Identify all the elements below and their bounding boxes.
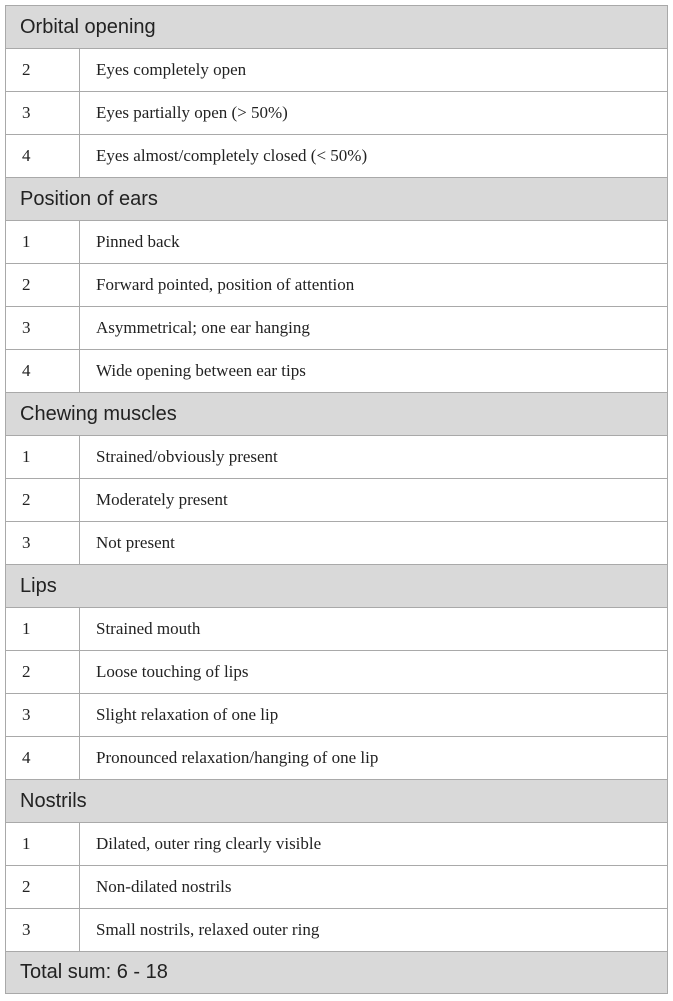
section-header-row — [6, 565, 668, 608]
description-cell: Slight relaxation of one lip — [80, 694, 668, 737]
total-sum: Total sum: 6 - 18 — [6, 952, 668, 994]
score-cell: 4 — [6, 737, 80, 780]
table-row — [6, 866, 668, 909]
section-header-row — [6, 6, 668, 49]
score-cell: 1 — [6, 436, 80, 479]
table-row — [6, 522, 668, 565]
table-row — [6, 135, 668, 178]
score-cell: 1 — [6, 823, 80, 866]
score-cell: 3 — [6, 909, 80, 952]
description-cell: Small nostrils, relaxed outer ring — [80, 909, 668, 952]
description-cell: Pinned back — [80, 221, 668, 264]
table-row — [6, 49, 668, 92]
description-cell: Eyes partially open (> 50%) — [80, 92, 668, 135]
description-cell: Strained/obviously present — [80, 436, 668, 479]
score-cell: 3 — [6, 522, 80, 565]
section-title: Lips — [6, 565, 668, 608]
section-header-row — [6, 178, 668, 221]
section-title: Orbital opening — [6, 6, 668, 49]
section-title: Position of ears — [6, 178, 668, 221]
score-cell: 2 — [6, 866, 80, 909]
score-cell: 4 — [6, 135, 80, 178]
description-cell: Eyes almost/completely closed (< 50%) — [80, 135, 668, 178]
score-cell: 1 — [6, 221, 80, 264]
table-row — [6, 737, 668, 780]
description-cell: Asymmetrical; one ear hanging — [80, 307, 668, 350]
description-cell: Not present — [80, 522, 668, 565]
score-cell: 2 — [6, 479, 80, 522]
table-row — [6, 307, 668, 350]
table-row — [6, 436, 668, 479]
score-cell: 2 — [6, 49, 80, 92]
description-cell: Eyes completely open — [80, 49, 668, 92]
table-row — [6, 608, 668, 651]
pain-score-table — [5, 5, 668, 994]
table-row — [6, 823, 668, 866]
section-header-row — [6, 393, 668, 436]
section-title: Nostrils — [6, 780, 668, 823]
score-cell: 1 — [6, 608, 80, 651]
description-cell: Loose touching of lips — [80, 651, 668, 694]
table-row — [6, 92, 668, 135]
table-row — [6, 909, 668, 952]
score-cell: 3 — [6, 92, 80, 135]
description-cell: Forward pointed, position of attention — [80, 264, 668, 307]
score-cell: 2 — [6, 651, 80, 694]
section-header-row — [6, 780, 668, 823]
score-cell: 3 — [6, 694, 80, 737]
table-row — [6, 264, 668, 307]
score-cell: 2 — [6, 264, 80, 307]
score-cell: 3 — [6, 307, 80, 350]
table-row — [6, 694, 668, 737]
table-body — [6, 6, 668, 994]
description-cell: Non-dilated nostrils — [80, 866, 668, 909]
score-cell: 4 — [6, 350, 80, 393]
table-row — [6, 350, 668, 393]
description-cell: Pronounced relaxation/hanging of one lip — [80, 737, 668, 780]
table-row — [6, 651, 668, 694]
table-row — [6, 221, 668, 264]
total-row — [6, 952, 668, 994]
description-cell: Dilated, outer ring clearly visible — [80, 823, 668, 866]
description-cell: Wide opening between ear tips — [80, 350, 668, 393]
description-cell: Strained mouth — [80, 608, 668, 651]
description-cell: Moderately present — [80, 479, 668, 522]
table-row — [6, 479, 668, 522]
section-title: Chewing muscles — [6, 393, 668, 436]
